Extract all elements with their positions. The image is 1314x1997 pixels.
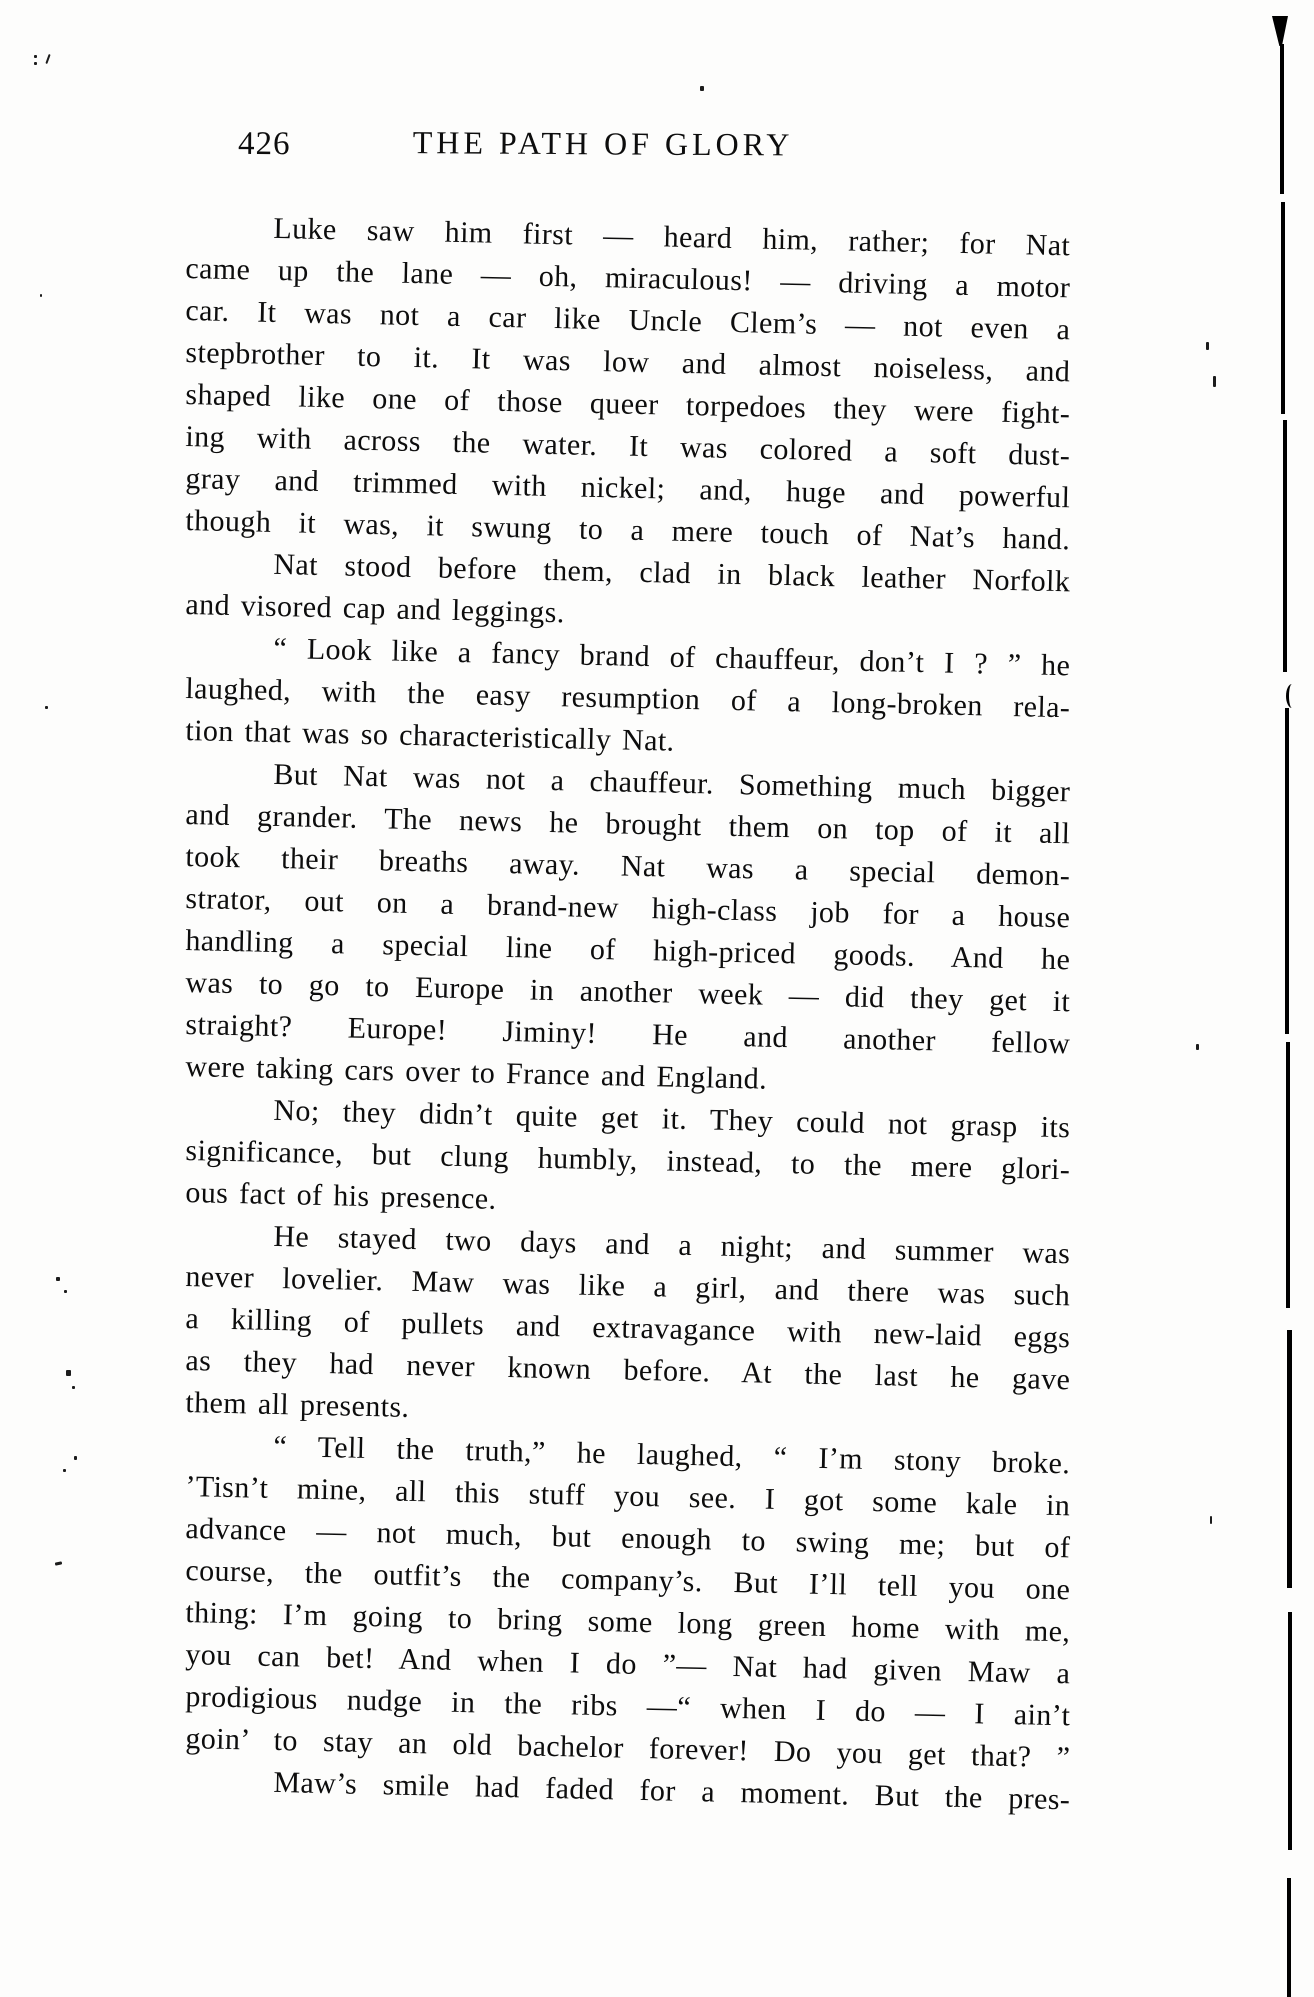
scan-artifact <box>1280 44 1284 194</box>
scan-artifact <box>34 55 37 58</box>
text-line: Nat stood before them, clad in black leather Norfolk <box>273 547 1071 599</box>
text-line: were taking cars over to France and England. <box>185 1050 768 1096</box>
scan-artifact <box>66 1370 71 1376</box>
text-line: advance — not much, but enough to swing me; but of <box>185 1512 1071 1565</box>
scan-artifact <box>700 86 704 91</box>
text-line: handling a special line of high-priced goods. And he <box>185 924 1071 977</box>
running-header-title: THE PATH OF GLORY <box>412 124 794 163</box>
text-line: was to go to Europe in another week — did they get it <box>185 966 1071 1019</box>
text-line: tion that was so characteristically Nat. <box>185 714 675 758</box>
text-line: and grander. The news he brought them on top of it all <box>185 798 1071 851</box>
scan-artifact <box>1272 16 1288 46</box>
text-line: prodigious nudge in the ribs —“ when I do — I ain’t <box>185 1680 1071 1733</box>
text-line: car. It was not a car like Uncle Clem’s — not even a <box>185 294 1071 347</box>
text-line: “ Tell the truth,” he laughed, “ I’m stony broke. <box>273 1429 1071 1481</box>
scan-artifact <box>74 1456 77 1460</box>
text-line: course, the outfit’s the company’s. But I’ll tell you one <box>185 1554 1071 1607</box>
scan-artifact <box>45 706 48 709</box>
text-line: He stayed two days and a night; and summer was <box>273 1219 1071 1271</box>
scan-artifact <box>1287 1878 1291 1997</box>
text-line: though it was, it swung to a mere touch of Nat’s hand. <box>185 504 1071 557</box>
text-line: But Nat was not a chauffeur. Something much bigger <box>273 757 1071 809</box>
scan-artifact <box>1288 1612 1292 1850</box>
scan-artifact <box>34 62 37 65</box>
text-line: gray and trimmed with nickel; and, huge and powerful <box>185 462 1071 515</box>
text-line: ing with across the water. It was colored a soft dust- <box>185 420 1071 473</box>
scan-artifact <box>55 1561 62 1565</box>
text-line: “ Look like a fancy brand of chauffeur, don’t I ? ” he <box>273 631 1071 683</box>
text-line: stepbrother to it. It was low and almost noiseless, and <box>185 336 1071 389</box>
scan-artifact <box>40 294 42 297</box>
text-line: shaped like one of those queer torpedoes they were fight- <box>185 378 1071 431</box>
text-line: them all presents. <box>185 1386 410 1424</box>
text-line: ous fact of his presence. <box>185 1176 497 1216</box>
text-line: came up the lane — oh, miraculous! — driving a motor <box>185 252 1071 305</box>
text-line: Luke saw him first — heard him, rather; for Nat <box>273 211 1071 263</box>
text-line: significance, but clung humbly, instead, to the mere glori- <box>185 1134 1071 1187</box>
text-line: straight? Europe! Jiminy! He and another fellow <box>185 1008 1071 1061</box>
text-line: and visored cap and leggings. <box>185 588 566 630</box>
scan-artifact <box>45 54 50 64</box>
text-line: laughed, with the easy resumption of a long-broken rela- <box>185 672 1071 725</box>
scan-artifact <box>1283 420 1287 672</box>
text-line: strator, out on a brand-new high-class job for a house <box>185 882 1071 935</box>
text-line: Maw’s smile had faded for a moment. But the pres- <box>273 1765 1071 1817</box>
text-line: No; they didn’t quite get it. They could not grasp its <box>273 1093 1071 1145</box>
scan-artifact <box>1210 1516 1212 1524</box>
text-line: never lovelier. Maw was like a girl, and there was such <box>185 1260 1071 1313</box>
page-number: 426 <box>237 125 291 163</box>
text-line: goin’ to stay an old bachelor forever! Do you get that? ” <box>185 1722 1071 1775</box>
text-line: as they had never known before. At the last he gave <box>185 1344 1071 1397</box>
scan-artifact <box>72 1386 75 1389</box>
text-line: took their breaths away. Nat was a special demon- <box>185 840 1071 893</box>
text-line: thing: I’m going to bring some long green home with me, <box>185 1596 1071 1649</box>
scan-artifact <box>1286 684 1298 708</box>
scan-artifact <box>1281 202 1285 414</box>
text-line: a killing of pullets and extravagance with new-laid eggs <box>185 1302 1071 1355</box>
text-body <box>185 206 1071 1817</box>
text-line: you can bet! And when I do ”— Nat had given Maw a <box>185 1638 1071 1691</box>
scan-artifact <box>1285 708 1289 1034</box>
scan-artifact <box>1206 342 1209 350</box>
scan-artifact <box>64 1290 67 1293</box>
scan-artifact <box>56 1277 60 1281</box>
scan-artifact <box>1287 1330 1292 1588</box>
scan-artifact <box>1286 1042 1290 1308</box>
text-line: ’Tisn’t mine, all this stuff you see. I got some kale in <box>185 1470 1071 1523</box>
scan-artifact <box>63 1469 66 1472</box>
scan-artifact <box>1196 1044 1199 1050</box>
scan-artifact <box>1213 376 1216 387</box>
